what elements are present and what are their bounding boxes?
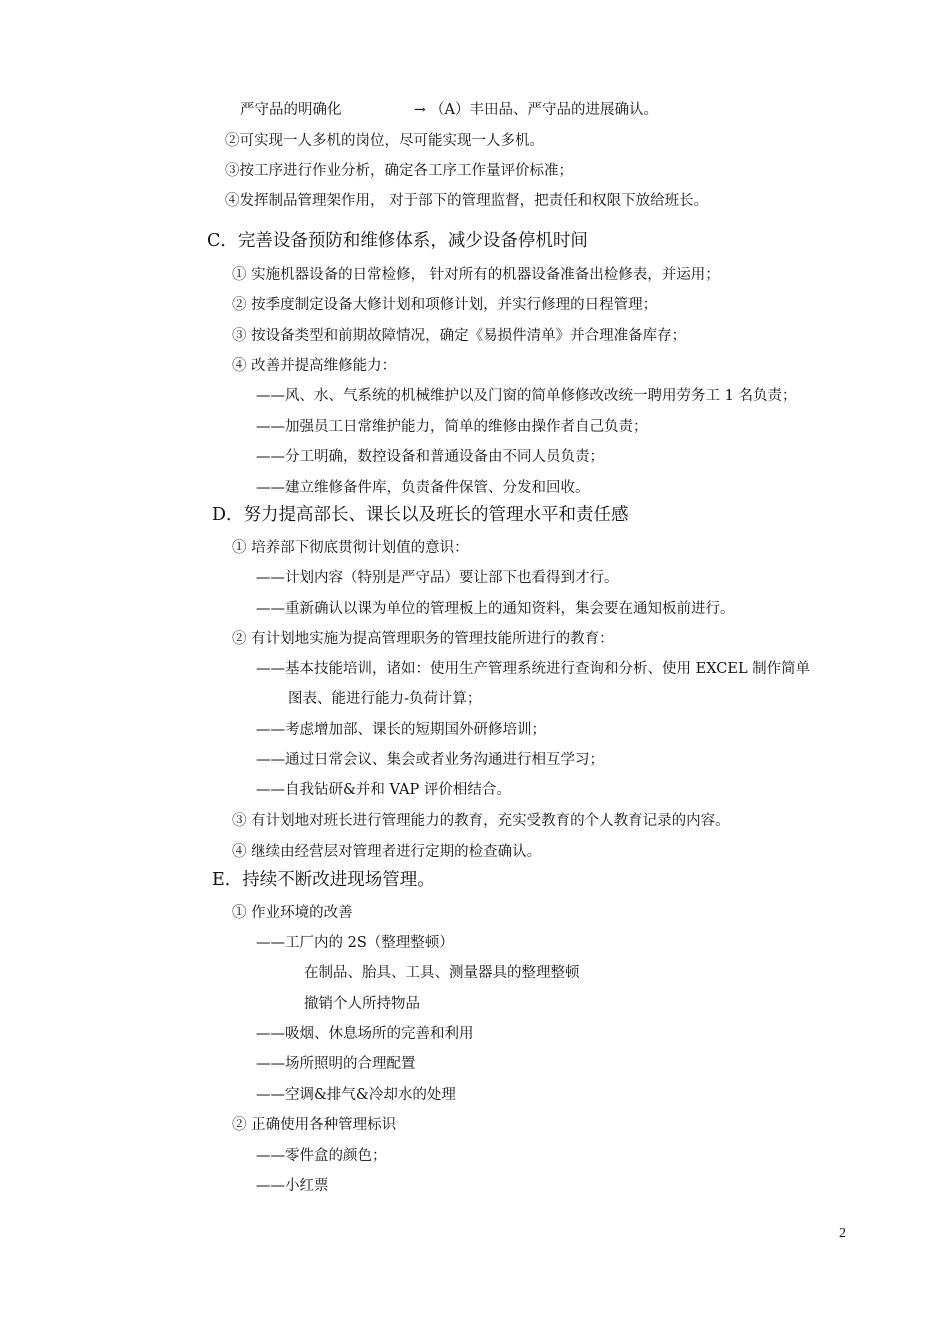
- sub-item: ——加强员工日常维护能力，简单的维修由操作者自己负责；: [256, 419, 648, 435]
- sub-item: ——吸烟、休息场所的完善和利用: [256, 1026, 474, 1042]
- sub-item: ——建立维修备件库，负责备件保管、分发和回收。: [256, 480, 590, 496]
- list-item: ③ 有计划地对班长进行管理能力的教育，充实受教育的个人教育记录的内容。: [232, 813, 730, 829]
- sub-item: ——场所照明的合理配置: [256, 1056, 416, 1072]
- right-arrow-icon: →: [414, 102, 426, 118]
- sub-item-detail: 在制品、胎具、工具、测量器具的整理整顿: [304, 965, 580, 981]
- sub-item: ——风、水、气系统的机械维护以及门窗的简单修修改改统一聘用劳务工 1 名负责；: [256, 388, 797, 404]
- sub-item: ——零件盒的颜色；: [256, 1148, 387, 1164]
- sub-item: ——分工明确，数控设备和普通设备由不同人员负责；: [256, 449, 604, 465]
- section-heading-c: C．完善设备预防和维修体系，减少设备停机时间: [207, 231, 588, 251]
- sub-item: ——重新确认以课为单位的管理板上的通知资料，集会要在通知板前进行。: [256, 601, 735, 617]
- body-line: 严守品的明确化: [240, 102, 342, 118]
- section-heading-d: D．努力提高部长、课长以及班长的管理水平和责任感: [212, 505, 629, 525]
- page-number: 2: [839, 1226, 846, 1241]
- list-item: ① 培养部下彻底贯彻计划值的意识：: [232, 540, 469, 556]
- body-line: （A）丰田品、严守品的进展确认。: [430, 102, 658, 118]
- list-item: ② 正确使用各种管理标识: [232, 1117, 397, 1133]
- list-item: ④ 改善并提高维修能力：: [232, 358, 397, 374]
- list-item: ③按工序进行作业分析，确定各工序工作量评价标准；: [225, 163, 573, 179]
- section-heading-e: E．持续不断改进现场管理。: [212, 870, 435, 890]
- sub-item: ——计划内容（特别是严守品）要让部下也看得到才行。: [256, 570, 619, 586]
- sub-item: ——工厂内的 2S（整理整顿）: [256, 935, 454, 951]
- list-item: ② 按季度制定设备大修计划和项修计划，并实行修理的日程管理；: [232, 297, 658, 313]
- sub-item: ——空调&排气&冷却水的处理: [256, 1087, 456, 1103]
- sub-item-continuation: 图表、能进行能力-负荷计算；: [288, 691, 482, 707]
- sub-item: ——小红票: [256, 1178, 329, 1194]
- list-item: ① 实施机器设备的日常检修， 针对所有的机器设备准备出检修表，并运用；: [232, 267, 720, 283]
- list-item: ④发挥制品管理架作用， 对于部下的管理监督，把责任和权限下放给班长。: [225, 193, 709, 209]
- sub-item: ——通过日常会议、集会或者业务沟通进行相互学习；: [256, 752, 604, 768]
- list-item: ④ 继续由经营层对管理者进行定期的检查确认。: [232, 844, 542, 860]
- list-item: ③ 按设备类型和前期故障情况，确定《易损件清单》并合理准备库存；: [232, 328, 687, 344]
- sub-item: ——考虑增加部、课长的短期国外研修培训；: [256, 722, 546, 738]
- sub-item-detail: 撤销个人所持物品: [304, 996, 420, 1012]
- list-item: ② 有计划地实施为提高管理职务的管理技能所进行的教育：: [232, 631, 614, 647]
- list-item: ②可实现一人多机的岗位，尽可能实现一人多机。: [225, 133, 544, 149]
- list-item: ① 作业环境的改善: [232, 905, 353, 921]
- sub-item: ——自我钻研&并和 VAP 评价相结合。: [256, 782, 511, 798]
- sub-item: ——基本技能培训，诸如：使用生产管理系统进行查询和分析、使用 EXCEL 制作简单: [256, 661, 811, 677]
